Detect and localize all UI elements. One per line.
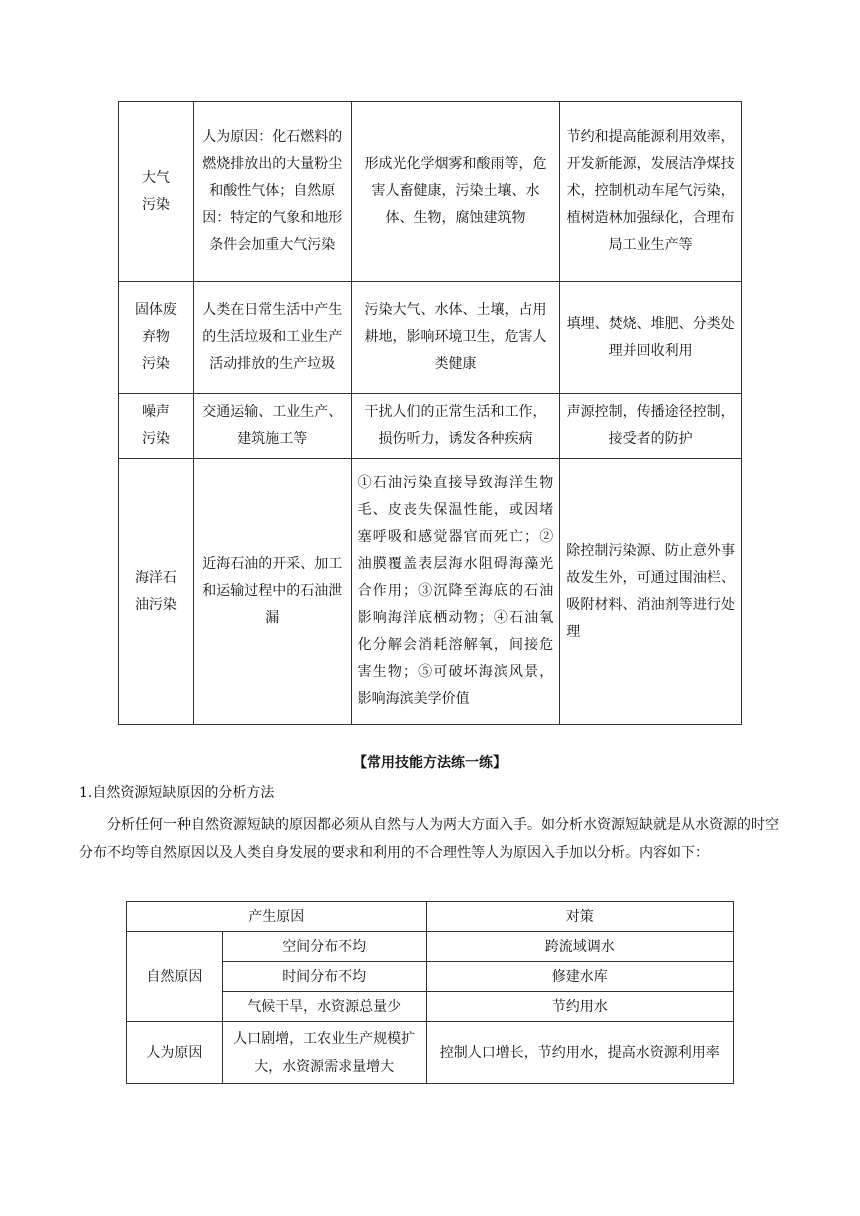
pollution-harm: 污染大气、水体、土壤，占用耕地，影响环境卫生，危害人类健康 bbox=[351, 282, 560, 394]
pollution-harm: 干扰人们的正常生活和工作，损伤听力，诱发各种疾病 bbox=[351, 394, 560, 459]
table-row bbox=[127, 932, 734, 962]
section-heading: 【常用技能方法练一练】 bbox=[353, 755, 507, 771]
paragraph: 分析任何一种自然资源短缺的原因都必须从自然与人为两大方面入手。如分析水资源短缺就是从水资源的时空分布不均等自然原因以及人类自身发展的要求和利用的不合理性等人为原因入手加以分析。内容如下： bbox=[79, 817, 779, 861]
pollution-measure: 除控制污染源、防止意外事故发生外，可通过围油栏、吸附材料、消油剂等进行处理 bbox=[560, 459, 742, 725]
human-measure: 控制人口增长，节约用水，提高水资源利用率 bbox=[426, 1022, 733, 1084]
pollution-type: 固体废 弃物 污染 bbox=[119, 282, 194, 394]
human-cause: 人口剧增，工农业生产规模扩大，水资源需求量增大 bbox=[222, 1022, 426, 1084]
header-measure: 对策 bbox=[426, 902, 733, 932]
pollution-measure: 节约和提高能源利用效率，开发新能源，发展洁净煤技术，控制机动车尾气污染，植树造林加强绿化，合理布局工业生产等 bbox=[560, 102, 742, 282]
table-row bbox=[119, 394, 742, 459]
natural-measure: 修建水库 bbox=[426, 962, 733, 992]
natural-cause: 空间分布不均 bbox=[222, 932, 426, 962]
pollution-table bbox=[118, 101, 742, 725]
header-cause: 产生原因 bbox=[127, 902, 427, 932]
table-row bbox=[127, 1022, 734, 1084]
pollution-measure: 声源控制，传播途径控制，接受者的防护 bbox=[560, 394, 742, 459]
pollution-cause: 人为原因：化石燃料的燃烧排放出的大量粉尘和酸性气体；自然原因：特定的气象和地形条件会加重大气污染 bbox=[193, 102, 351, 282]
resource-table bbox=[126, 901, 734, 1084]
pollution-cause: 近海石油的开采、加工和运输过程中的石油泄漏 bbox=[193, 459, 351, 725]
sub-heading: 1.自然资源短缺原因的分析方法 bbox=[79, 785, 275, 801]
table-row bbox=[119, 282, 742, 394]
pollution-harm: 形成光化学烟雾和酸雨等，危害人畜健康，污染土壤、水体、生物，腐蚀建筑物 bbox=[351, 102, 560, 282]
table-row bbox=[119, 459, 742, 725]
pollution-type: 噪声 污染 bbox=[119, 394, 194, 459]
pollution-harm: ①石油污染直接导致海洋生物毛、皮丧失保温性能，或因堵塞呼吸和感觉器官而死亡；②油膜覆盖表层海水阻碍海藻光合作用；③沉降至海底的石油影响海洋底栖动物；④石油氧化分解会消耗溶解氧，间接危害生物；⑤可破坏海滨风景，影响海滨美学价值 bbox=[351, 459, 560, 725]
table-row bbox=[119, 102, 742, 282]
human-label: 人为原因 bbox=[127, 1022, 223, 1084]
pollution-cause: 交通运输、工业生产、建筑施工等 bbox=[193, 394, 351, 459]
pollution-cause: 人类在日常生活中产生的生活垃圾和工业生产活动排放的生产垃圾 bbox=[193, 282, 351, 394]
natural-measure: 跨流域调水 bbox=[426, 932, 733, 962]
natural-cause: 气候干旱，水资源总量少 bbox=[222, 992, 426, 1022]
pollution-measure: 填埋、焚烧、堆肥、分类处理并回收利用 bbox=[560, 282, 742, 394]
pollution-type: 大气 污染 bbox=[119, 102, 194, 282]
natural-label: 自然原因 bbox=[127, 932, 223, 1022]
pollution-type: 海洋石 油污染 bbox=[119, 459, 194, 725]
natural-measure: 节约用水 bbox=[426, 992, 733, 1022]
table-header-row bbox=[127, 902, 734, 932]
natural-cause: 时间分布不均 bbox=[222, 962, 426, 992]
